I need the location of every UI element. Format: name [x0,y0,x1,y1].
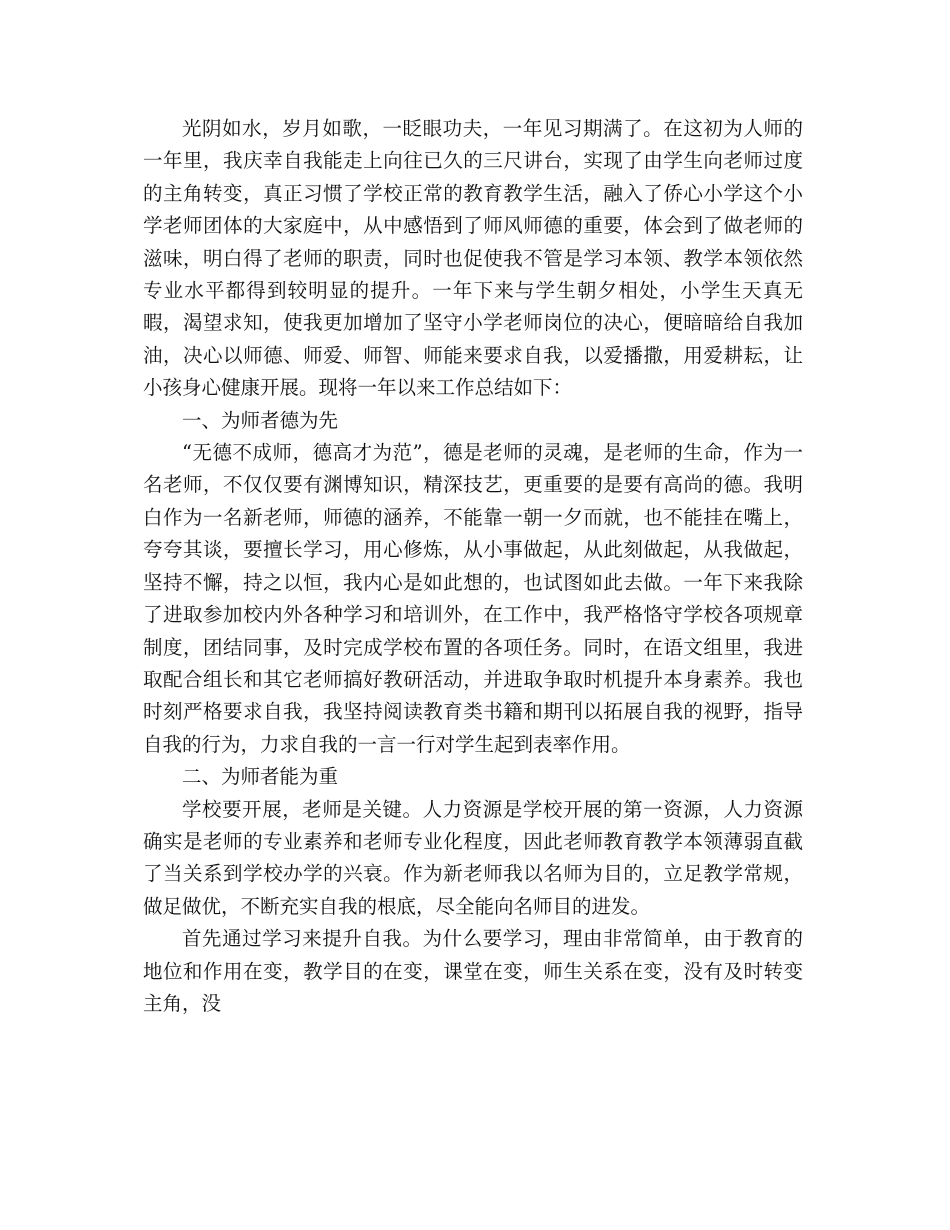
paragraph-learning: 首先通过学习来提升自我。为什么要学习，理由非常简单，由于教育的地位和作用在变，教学目的在变，课堂在变，师生关系在变，没有及时转变主角，没 [143,927,803,1015]
paragraph-virtue: “无德不成师，德高才为范”，德是老师的灵魂，是老师的生命，作为一名老师，不仅仅要有渊博知识，精深技艺，更重要的是要有高尚的德。我明白作为一名新老师，师德的涵养，不能靠一朝一夕而就，也不能挂在嘴上，夸夸其谈，要擅长学习，用心修炼，从小事做起，从此刻做起，从我做起，坚持不懈，持之以恒，我内心是如此想的，也试图如此去做。一年下来我除了进取参加校内外各种学习和培训外，在工作中，我严格恪守学校各项规章制度，团结同事，及时完成学校布置的各项任务。同时，在语文组里，我进取配合组长和其它老师搞好教研活动，并进取争取时机提升本身素养。我也时刻严格要求自我，我坚持阅读教育类书籍和期刊以拓展自我的视野，指导自我的行为，力求自我的一言一行对学生起到表率作用。 [143,441,803,756]
document-body [143,113,803,1020]
paragraph-ability: 学校要开展，老师是关键。人力资源是学校开展的第一资源，人力资源确实是老师的专业素养和老师专业化程度，因此老师教育教学本领薄弱直截了当关系到学校办学的兴衰。作为新老师我以名师为目的，立足教学常规，做足做优，不断充实自我的根底，尽全能向名师目的进发。 [143,797,803,918]
section-heading-ability: 二、为师者能为重 [182,765,339,789]
paragraph-intro: 光阴如水，岁月如歌，一眨眼功夫，一年见习期满了。在这初为人师的一年里，我庆幸自我能走上向往已久的三尺讲台，实现了由学生向老师过度的主角转变，真正习惯了学校正常的教育教学生活，融入了侨心小学这个小学老师团体的大家庭中，从中感悟到了师风师德的重要，体会到了做老师的滋味，明白得了老师的职责，同时也促使我不管是学习本领、教学本领依然专业水平都得到较明显的提升。一年下来与学生朝夕相处，小学生天真无暇，渴望求知，使我更加增加了坚守小学老师岗位的决心，便暗暗给自我加油，决心以师德、师爱、师智、师能来要求自我，以爱播撒，用爱耕耘，让小孩身心健康开展。现将一年以来工作总结如下： [143,117,803,400]
section-heading-virtue: 一、为师者德为先 [182,408,339,432]
